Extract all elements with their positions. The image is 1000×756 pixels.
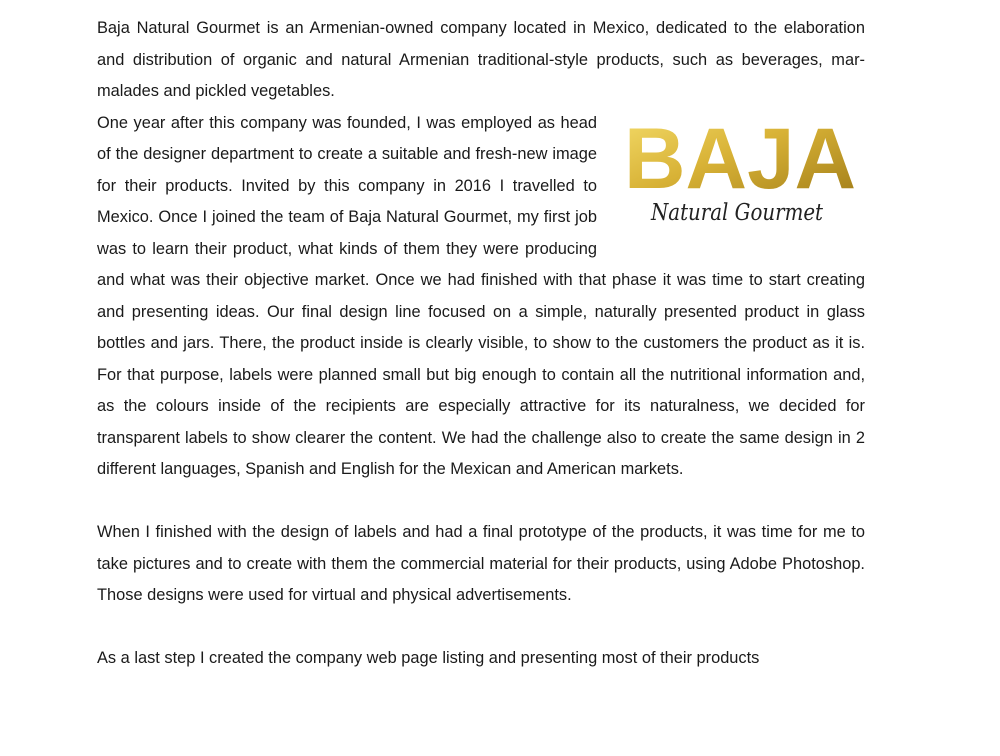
photography-paragraph: When I finished with the design of labels and had a final prototype of the products, it was time for me to take pictures and to create with them the commercial material for their products, using Adobe Photoshop. Those designs were used for virtual and physical advertisements. — [97, 523, 865, 604]
paragraph-gap — [97, 612, 865, 644]
logo-name-text: BAJA — [624, 110, 856, 207]
document-body — [97, 13, 865, 675]
baja-logo — [607, 108, 865, 258]
story-paragraph: One year after this company was founded, I was employed as head of the designer department to create a suitable and fresh-new image for their products. Invited by this company in 2016 I travelled to Mexico. Once I joined the team of Baja Natural Gourmet, my first job was to learn their product, what kinds of them they were producing and what was their objective market. Once we had finished with that phase it was time to start creating and presenting ideas. Our final design line focused on a simple, naturally presented product in glass bottles and jars. There, the product inside is clearly visible, to show to the customers the product as it is. For that purpose, labels were planned small but big enough to contain all the nutritional information and, as the colours inside of the recipients are especially attractive for its naturalness, we decided for transparent labels to show clearer the content. We had the challenge also to create the same design in 2 different languages, Spanish and English for the Mexican and American markets. — [97, 113, 865, 478]
paragraph-gap — [97, 486, 865, 518]
webpage-paragraph: As a last step I created the company web page listing and presenting most of their products — [97, 649, 760, 667]
intro-paragraph: Baja Natural Gourmet is an Armenian-owned company located in Mexico, dedicated to the elaboration and distribution of organic and natural Armenian traditional-style products, such as beverages, marmalades and pickled vegetables. — [97, 19, 865, 100]
baja-logo-graphic — [615, 108, 865, 238]
logo-tagline-text: Natural Gourmet — [650, 199, 824, 226]
